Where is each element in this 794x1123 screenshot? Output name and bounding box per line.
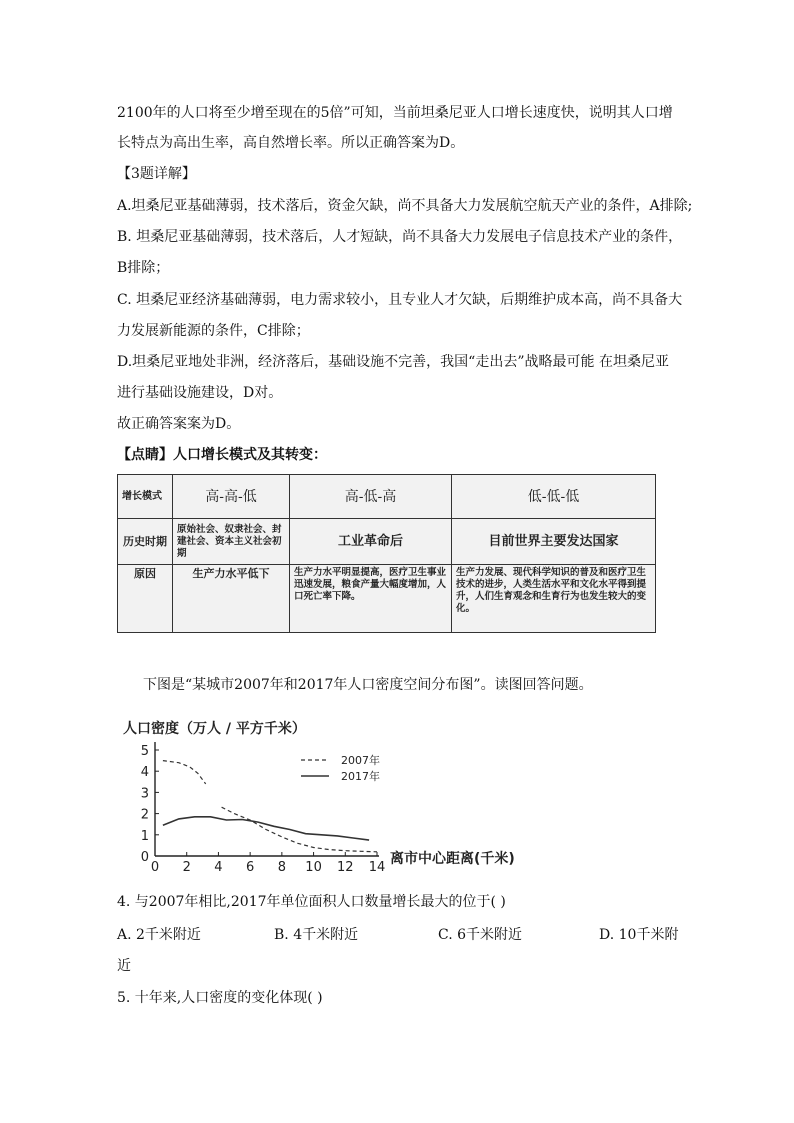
chart-legend bbox=[301, 753, 380, 783]
table-row bbox=[118, 519, 656, 565]
y-tick-label: 4 bbox=[140, 765, 149, 781]
series-2007-line bbox=[163, 761, 206, 784]
x-tick-label: 0 bbox=[150, 860, 160, 874]
table-cell: 生产力水平明显提高，医疗卫生事业迅速发展，粮食产量大幅度增加，人口死亡率下降。 bbox=[290, 565, 452, 633]
x-tick-label: 8 bbox=[277, 860, 286, 874]
section-heading: 【3题详解】 bbox=[117, 166, 196, 182]
series-2017-line bbox=[163, 817, 369, 840]
tip-heading: 【点睛】人口增长模式及其转变： bbox=[117, 447, 327, 463]
answer-d-explanation: D.坦桑尼亚地处非洲，经济落后，基础设施不完善，我国“走出去”战略最可能 在坦桑尼亚 bbox=[117, 354, 669, 370]
x-tick-labels bbox=[151, 860, 385, 874]
x-axis-label: 离市中心距离(千米) bbox=[390, 851, 515, 867]
answer-c-explanation: C. 坦桑尼亚经济基础薄弱，电力需求较小，且专业人才欠缺，后期维护成本高，尚不具备大 bbox=[117, 292, 683, 308]
option-a: A. 2千米附近 bbox=[117, 927, 201, 943]
answer-a-explanation: A.坦桑尼亚基础薄弱，技术落后，资金欠缺，尚不具备大力发展航空航天产业的条件，A排除; bbox=[117, 198, 693, 214]
option-c: C. 6千米附近 bbox=[438, 927, 523, 943]
growth-mode-table bbox=[117, 474, 656, 633]
legend-label-2017: 2017年 bbox=[341, 770, 380, 783]
table-row bbox=[118, 475, 656, 519]
x-tick-label: 10 bbox=[305, 860, 322, 874]
answer-c-explanation-cont: 力发展新能源的条件，C排除； bbox=[117, 323, 310, 339]
answer-d-explanation-cont: 进行基础设施建设，D对。 bbox=[117, 385, 283, 401]
y-axis-label: 人口密度（万人 / 平方千米） bbox=[123, 721, 306, 737]
y-tick-label: 5 bbox=[140, 744, 149, 759]
y-tick-label: 3 bbox=[140, 786, 149, 802]
answer-b-explanation: B. 坦桑尼亚基础薄弱，技术落后，人才短缺，尚不具备大力发展电子信息技术产业的条件， bbox=[117, 229, 683, 245]
question-4: 4. 与2007年相比,2017年单位面积人口数量增长最大的位于( ) bbox=[117, 894, 506, 910]
table-cell-header: 高-高-低 bbox=[173, 475, 290, 519]
table-cell: 工业革命后 bbox=[290, 519, 452, 565]
x-tick-label: 12 bbox=[337, 860, 354, 874]
x-tick-label: 2 bbox=[182, 860, 191, 874]
table-cell-header: 低-低-低 bbox=[452, 475, 656, 519]
option-d: D. 10千米附 bbox=[599, 927, 679, 943]
paragraph-line: 2100年的人口将至少增至现在的5倍”可知，当前坦桑尼亚人口增长速度快，说明其人口增 bbox=[117, 105, 673, 121]
answer-b-explanation-cont: B排除； bbox=[117, 260, 170, 276]
x-tick-label: 6 bbox=[246, 860, 255, 874]
y-tick-labels bbox=[141, 744, 149, 865]
y-tick-label: 2 bbox=[140, 807, 149, 823]
conclusion-line: 故正确答案案为D。 bbox=[117, 416, 241, 432]
y-tick-label: 0 bbox=[140, 850, 149, 865]
paragraph-line: 长特点为高出生率，高自然增长率。所以正确答案为D。 bbox=[117, 135, 465, 151]
table-cell-label: 原因 bbox=[118, 565, 173, 633]
series-2007-line bbox=[222, 807, 377, 852]
option-d-wrap: 近 bbox=[117, 958, 131, 974]
question-5: 5. 十年来,人口密度的变化体现( ) bbox=[117, 990, 323, 1006]
x-tick-label: 4 bbox=[214, 860, 223, 874]
population-density-chart bbox=[115, 714, 535, 874]
x-tick-label: 14 bbox=[368, 860, 386, 874]
table-cell: 生产力发展、现代科学知识的普及和医疗卫生技术的进步，人类生活水平和文化水平得到提升，人们生育观念和生育行为也发生较大的变化。 bbox=[452, 565, 656, 633]
table-cell-label: 历史时期 bbox=[118, 519, 173, 565]
table-cell: 生产力水平低下 bbox=[173, 565, 290, 633]
table-row bbox=[118, 565, 656, 633]
figure-intro: 下图是“某城市2007年和2017年人口密度空间分布图”。读图回答问题。 bbox=[143, 677, 593, 693]
y-tick-label: 1 bbox=[140, 828, 149, 844]
table-cell-header: 增长模式 bbox=[118, 475, 173, 519]
legend-label-2007: 2007年 bbox=[341, 754, 380, 767]
table-cell: 原始社会、奴隶社会、封建社会、资本主义社会初期 bbox=[173, 519, 290, 565]
option-b: B. 4千米附近 bbox=[274, 927, 359, 943]
table-cell-header: 高-低-高 bbox=[290, 475, 452, 519]
table-cell: 目前世界主要发达国家 bbox=[452, 519, 656, 565]
